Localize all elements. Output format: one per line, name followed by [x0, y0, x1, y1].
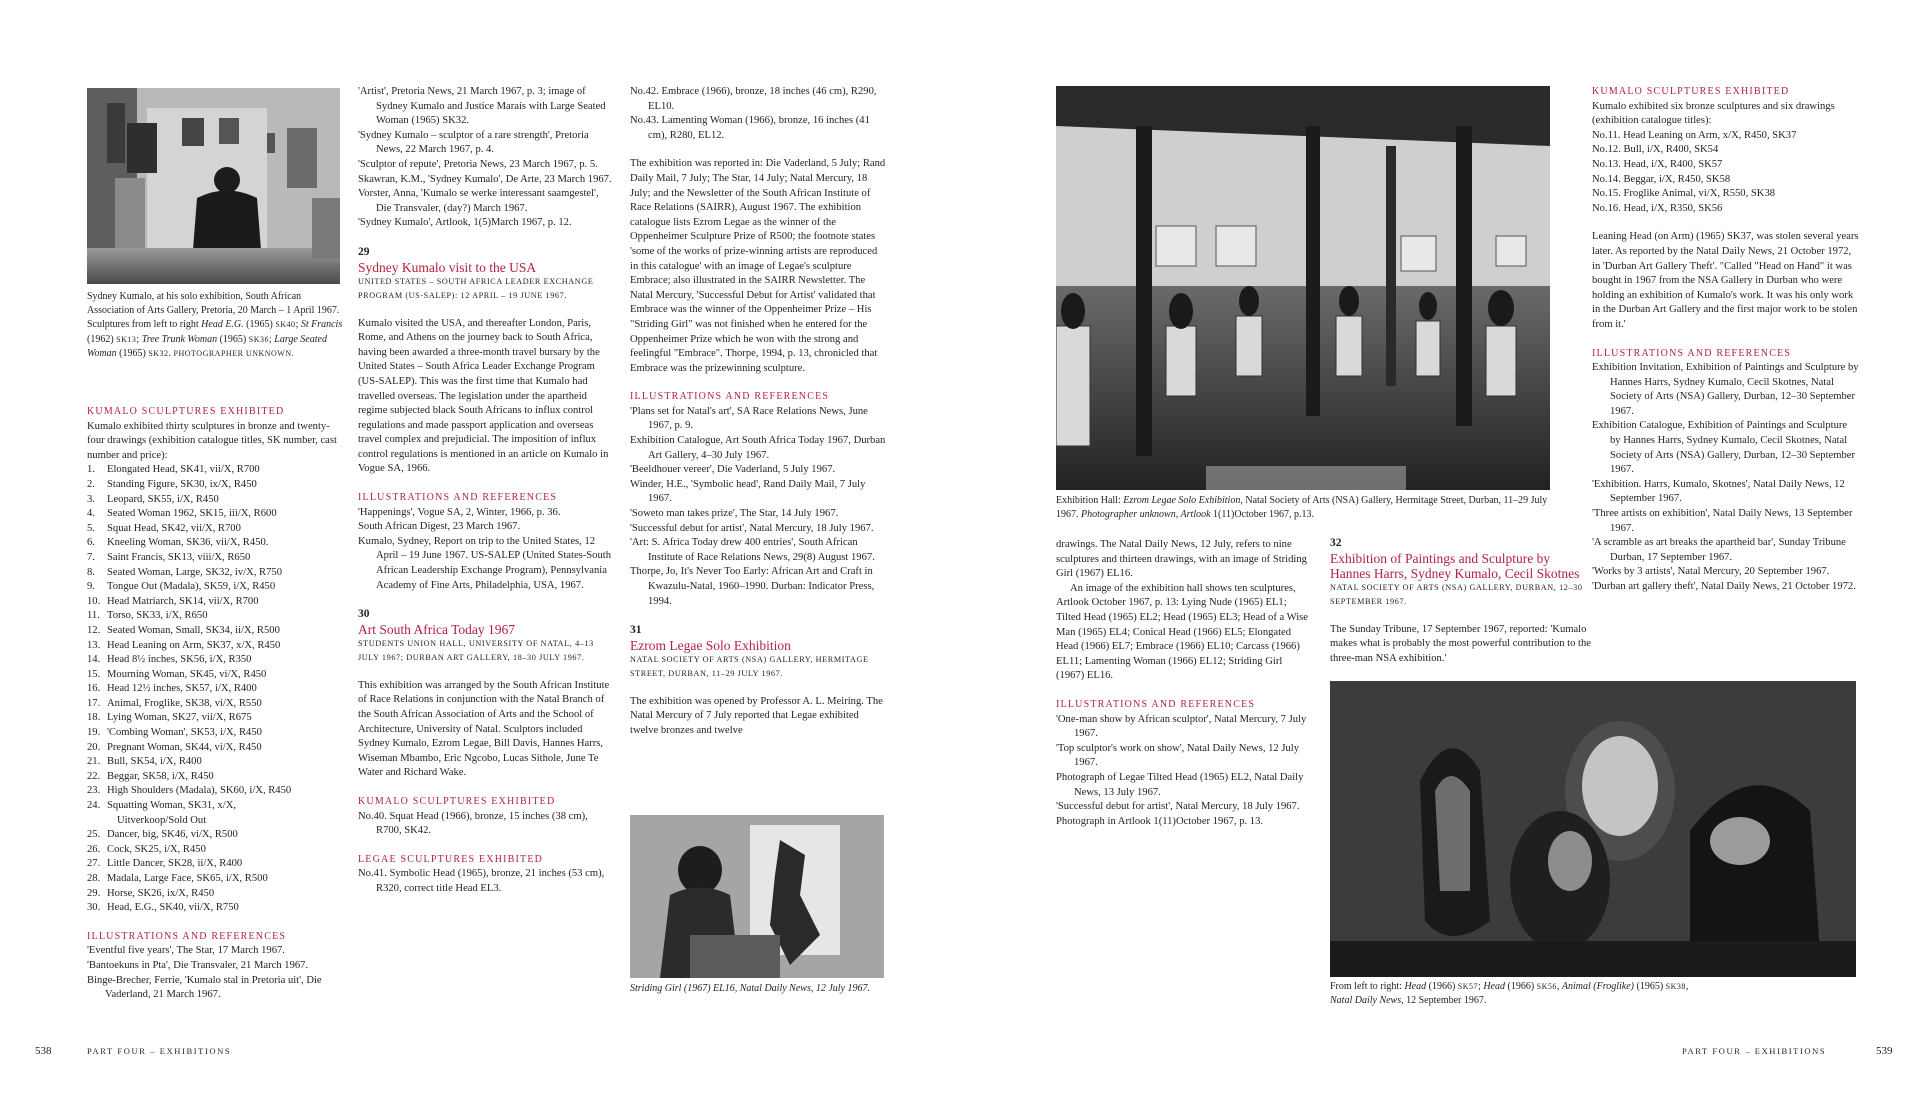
reference-item: 'Works by 3 artists', Natal Mercury, 20 September 1967.: [1592, 566, 1830, 578]
three-sculptures-caption: From left to right: Head (1966) SK57; Head (1966) SK56, Animal (Froglike) (1965) SK38, Natal Daily News, 12 September 1967.: [1330, 981, 1689, 1006]
exhibition-title: Exhibition of Paintings and Sculpture by Hannes Harrs, Sydney Kumalo, Cecil Skotnes: [1330, 550, 1580, 581]
list-text: 'Combing Woman', SK53, i/X, R450: [107, 727, 262, 739]
reference-item: 'One-man show by African sculptor', Natal Mercury, 7 July 1967.: [1056, 713, 1307, 740]
exhibition-venue: STUDENTS UNION HALL, UNIVERSITY OF NATAL, 4–13 JULY 1967; DURBAN ART GALLERY, 18–30 JULY 1967.: [358, 638, 594, 662]
list-item: [87, 857, 347, 872]
reference-item: 'Sydney Kumalo', Artlook, 1(5)March 1967, p. 12.: [358, 217, 572, 229]
section-heading: ILLUSTRATIONS AND REFERENCES: [358, 492, 558, 504]
list-text: High Shoulders (Madala), SK60, i/X, R450: [107, 785, 292, 797]
list-item: [87, 536, 347, 551]
reference-item: 'Artist', Pretoria News, 21 March 1967, p. 3; image of Sydney Kumalo and Justice Marais with Large Seated Woman (1965) SK32.: [358, 86, 606, 127]
list-number: 20.: [87, 741, 101, 753]
list-text: Squatting Woman, SK31, x/X,: [107, 800, 237, 812]
list-text: Bull, SK54, i/X, R400: [107, 756, 202, 768]
reference-item: 'Bantoekuns in Pta', Die Transvaler, 21 March 1967.: [87, 959, 309, 971]
reference-item: No.41. Symbolic Head (1965), bronze, 21 inches (53 cm), R320, correct title Head EL3.: [358, 868, 605, 894]
exhibition-number: 30: [358, 608, 370, 621]
reference-item: Photograph of Legae Tilted Head (1965) EL2, Natal Daily News, 13 July 1967.: [1056, 771, 1304, 798]
photo-three-sculptures: [1330, 681, 1856, 977]
list-text: Kneeling Woman, SK36, vii/X, R450.: [107, 537, 269, 549]
intro-text: Kumalo exhibited six bronze sculptures and six drawings (exhibition catalogue titles):: [1592, 100, 1835, 127]
list-text: Beggar, SK58, i/X, R450: [107, 770, 214, 782]
section-heading: LEGAE SCULPTURES EXHIBITED: [358, 853, 544, 865]
section-heading: KUMALO SCULPTURES EXHIBITED: [358, 795, 556, 807]
exhibition-venue: NATAL SOCIETY OF ARTS (NSA) GALLERY, DURBAN, 12–30 SEPTEMBER 1967.: [1330, 582, 1583, 606]
list-number: 11.: [87, 610, 100, 622]
exhibition-venue: UNITED STATES – SOUTH AFRICA LEADER EXCHANGE PROGRAM (US-SALEP): 12 APRIL – 19 JUNE 1967.: [358, 276, 594, 300]
left-column-1: [87, 405, 347, 1003]
list-text: Head Leaning on Arm, SK37, x/X, R450: [107, 639, 281, 651]
sculpture-list: [87, 463, 347, 915]
exhibition-hall-caption: Exhibition Hall: Ezrom Legae Solo Exhibition, Natal Society of Arts (NSA) Gallery, Hermitage Street, Durban, 11–29 July 1967. Photographer unknown, Artlook 1(11)October 1967, p.13.: [1056, 495, 1548, 520]
reference-item: 'Successful debut for artist', Natal Mercury, 18 July 1967.: [630, 522, 874, 534]
list-number: 6.: [87, 537, 95, 549]
reference-list: [630, 405, 888, 609]
list-text: Mourning Woman, SK45, vi/X, R450: [107, 668, 267, 680]
list-text: Seated Woman 1962, SK15, iii/X, R600: [107, 508, 277, 520]
list-number: 14.: [87, 654, 101, 666]
exhibition-number: 31: [630, 624, 642, 637]
list-number: 18.: [87, 712, 101, 724]
reference-item: 'Art: S. Africa Today drew 400 entries', South African Institute of Race Relations News, 29(8) August 1967.: [630, 537, 875, 563]
list-number: 27.: [87, 858, 101, 870]
list-text: Leopard, SK55, i/X, R450: [107, 493, 219, 505]
reference-item: 'Plans set for Natal's art', SA Race Relations News, June 1967, p. 9.: [630, 405, 868, 432]
theft-paragraph: Leaning Head (on Arm) (1965) SK37, was stolen several years later. As reported by the Natal Daily News, 21 October 1972, in 'Durban Art Gallery Theft'. "Called "Head on Hand" it was bought in 1967 from the NSA Gallery in Durban who were holding an exhibition of Kumalo's work. It was his only work in the Durban Art Gallery and the first major work to be stolen from it.': [1592, 231, 1859, 330]
list-text: Squat Head, SK42, vii/X, R700: [107, 522, 241, 534]
reference-item: Photograph in Artlook 1(11)October 1967, p. 13.: [1056, 815, 1264, 827]
list-number: 22.: [87, 770, 101, 782]
list-item: [87, 755, 347, 770]
list-item: [87, 784, 347, 799]
right-column-1: [1056, 538, 1311, 829]
reference-item: No.12. Bull, i/X, R400, SK54: [1592, 144, 1719, 156]
list-number: 28.: [87, 873, 101, 884]
running-head: PART FOUR – EXHIBITIONS: [1682, 1046, 1827, 1056]
reference-item: Thorpe, Jo, It's Never Too Early: African Art and Craft in Kwazulu-Natal, 1960–1990. Durban: Indicator Press, 1994.: [630, 566, 875, 607]
list-number: 10.: [87, 595, 101, 607]
exhibition-title: Sydney Kumalo visit to the USA: [358, 259, 537, 275]
left-column-2: [358, 85, 613, 897]
list-text: Head, E.G., SK40, vii/X, R750: [107, 902, 239, 914]
list-text: Saint Francis, SK13, viii/X, R650: [107, 551, 251, 563]
photo-striding-girl: [630, 815, 884, 978]
list-item: [87, 463, 347, 478]
exhibition-body: The Sunday Tribune, 17 September 1967, reported: 'Kumalo makes what is probably the most powerful contribution to the three-man NSA exhibition.': [1330, 623, 1591, 664]
list-number: 7.: [87, 551, 95, 563]
reference-item: South African Digest, 23 March 1967.: [358, 521, 521, 533]
reference-item: Binge-Brecher, Ferrie, 'Kumalo stal in Pretoria uit', Die Vaderland, 21 March 1967.: [87, 974, 322, 1001]
exhibition-body: Kumalo visited the USA, and thereafter London, Paris, Rome, and Athens on the journey back to South Africa, having been awarded a three-month travel bursary by the United States – South Africa Leader Exchange Program (US-SALEP). This was the first time that Kumalo had travelled overseas. The legislation under the apartheid regime subjected black South Africans to influx control regulations and made passport application and overseas travel complex and prejudicial. The imposition of influx control regulations is mentioned in an article on Kumalo in Vogue SA, 1966.: [358, 317, 609, 475]
list-item: [87, 872, 347, 887]
section-heading: ILLUSTRATIONS AND REFERENCES: [630, 391, 830, 403]
list-number: 24.: [87, 800, 101, 812]
list-text: Animal, Froglike, SK38, vi/X, R550: [107, 697, 262, 709]
reference-item: 'Sculptor of repute', Pretoria News, 23 March 1967, p. 5.: [358, 158, 598, 170]
reference-item: No.13. Head, i/X, R400, SK57: [1592, 158, 1723, 170]
photo-exhibition-hall: [1056, 86, 1550, 490]
exhibition-body: The exhibition was opened by Professor A. L. Meiring. The Natal Mercury of 7 July reported that Legae exhibited twelve bronzes and twelve: [630, 695, 883, 736]
list-item: [87, 595, 347, 610]
list-item: [87, 711, 347, 726]
list-number: 21.: [87, 756, 101, 768]
reference-item: 'Top sculptor's work on show', Natal Daily News, 12 July 1967.: [1056, 742, 1300, 769]
list-number: 12.: [87, 624, 101, 636]
list-item: [87, 697, 347, 712]
list-item: [87, 551, 347, 566]
list-text: Torso, SK33, i/X, R650: [107, 610, 208, 622]
list-item: [87, 478, 347, 493]
list-text: Standing Figure, SK30, ix/X, R450: [107, 478, 257, 490]
list-number: 13.: [87, 639, 101, 651]
list-item: [87, 624, 347, 639]
reference-item: 'A scramble as art breaks the apartheid bar', Sunday Tribune Durban, 17 September 1967.: [1592, 537, 1846, 563]
list-number: 1.: [87, 464, 95, 476]
left-column-3: [630, 85, 888, 739]
list-text: Tongue Out (Madala), SK59, i/X, R450: [107, 581, 276, 593]
list-number: 16.: [87, 683, 101, 695]
list-text: Elongated Head, SK41, vii/X, R700: [107, 464, 260, 476]
list-text: Dancer, big, SK46, vi/X, R500: [107, 829, 238, 841]
exhibition-number: 32: [1330, 537, 1342, 549]
reference-item: No.15. Froglike Animal, vi/X, R550, SK38: [1592, 188, 1776, 200]
list-text: Head Matriarch, SK14, vii/X, R700: [107, 595, 259, 607]
exhibition-title: Ezrom Legae Solo Exhibition: [630, 637, 791, 653]
list-text: Head 12½ inches, SK57, i/X, R400: [107, 683, 257, 695]
list-number: 29.: [87, 887, 101, 899]
list-item: [87, 493, 347, 508]
photo-kumalo-exhibition: [87, 88, 340, 284]
reference-item: Skawran, K.M., 'Sydney Kumalo', De Arte, 23 March 1967.: [358, 173, 612, 185]
exhibition-number: 29: [358, 245, 370, 258]
reference-item: 'Successful debut for artist', Natal Mercury, 18 July 1967.: [1056, 801, 1300, 813]
list-item: [87, 653, 347, 668]
list-text: Seated Woman, Small, SK34, ii/X, R500: [107, 624, 280, 636]
sculpture-list: [1592, 129, 1860, 217]
reference-item: Exhibition Catalogue, Art South Africa Today 1967, Durban Art Gallery, 4–30 July 1967.: [630, 435, 886, 461]
list-text: Lying Woman, SK27, vii/X, R675: [107, 712, 252, 724]
exhibition-body: This exhibition was arranged by the South African Institute of Race Relations in conjunction with the Natal Branch of the South African Association of Arts and the School of Architecture, University of Natal. Sculptors included Sydney Kumalo, Ezrom Legae, Bill Davis, Hannes Harrs, Wiseman Mbambo, Eric Ngcobo, Lucas Sithole, June Te Water and Richard Wake.: [358, 679, 610, 779]
list-item: [87, 901, 347, 916]
section-heading: KUMALO SCULPTURES EXHIBITED: [87, 406, 285, 417]
list-text: Cock, SK25, i/X, R450: [107, 843, 206, 855]
exhibition-report: The exhibition was reported in: Die Vaderland, 5 July; Rand Daily Mail, 7 July; The Star, 14 July; Natal Mercury, 18 July; and the Newsletter of the South African Institute of Race Relations (SAIRR), August 1967. The exhibition catalogue lists Ezrom Legae as the winner of the Oppenheimer Sculpture Prize of R500; the footnote states 'some of the works of prize-winning artists are reproduced in this catalogue' with an image of Legae's sculpture Embrace; also illustrated in the SAIRR Newsletter. The Natal Mercury, 'Successful Debut for Artist' validated that Embrace was the winner of the Oppenheimer Prize – His "Striding Girl" was not finished when he entered for the Oppenheimer Prize which he won with the strong and feelingful "Embrace". Thorpe, 1994, p. 13, chronicled that Embrace was the prizewinning sculpture.: [630, 158, 886, 374]
list-number: 30.: [87, 902, 101, 914]
section-heading: ILLUSTRATIONS AND REFERENCES: [1592, 347, 1792, 359]
reference-list: [358, 85, 613, 231]
section-heading: ILLUSTRATIONS AND REFERENCES: [87, 930, 287, 942]
list-item: [87, 507, 347, 522]
list-number: 8.: [87, 566, 95, 578]
reference-list: [1056, 713, 1311, 830]
striding-girl-caption: Striding Girl (1967) EL16, Natal Daily News, 12 July 1967.: [630, 983, 870, 994]
reference-item: 'Three artists on exhibition', Natal Daily News, 13 September 1967.: [1592, 508, 1853, 534]
list-text: Madala, Large Face, SK65, i/X, R500: [107, 873, 268, 884]
list-item: [87, 814, 347, 829]
list-number: 25.: [87, 829, 101, 841]
exhibition-body: An image of the exhibition hall shows ten sculptures, Artlook October 1967, p. 13: Lying Nude (1965) EL1; Tilted Head (1965) EL2; Head (1965) EL3; Head of a Wise Man (1965) EL4; Conical Head (1966) EL5; Elongated Head (1966) EL7; Embrace (1966) EL10; Carcass (1966) EL11; Lamenting Woman (1966) EL12; Striding Girl (1967) EL16.: [1056, 582, 1308, 682]
reference-item: 'Exhibition. Harrs, Kumalo, Skotnes', Natal Daily News, 12 September 1967.: [1592, 478, 1845, 505]
list-text: Horse, SK26, ix/X, R450: [107, 887, 215, 899]
list-text: Uitverkoop/Sold Out: [117, 814, 207, 826]
reference-item: Exhibition Invitation, Exhibition of Paintings and Sculpture by Hannes Harrs, Sydney Kumalo, Cecil Skotnes, Natal Society of Arts (NSA) Gallery, Durban, 12–30 September 1967.: [1592, 362, 1859, 417]
exhibition-venue: NATAL SOCIETY OF ARTS (NSA) GALLERY, HERMITAGE STREET, DURBAN, 11–29 JULY 1967.: [630, 654, 869, 678]
intro-text: Kumalo exhibited thirty sculptures in bronze and twenty-four drawings (exhibition catalogue titles, SK number, cast number and price):: [87, 420, 337, 461]
list-number: 4.: [87, 508, 95, 520]
reference-item: 'Beeldhouer vereer', Die Vaderland, 5 July 1967.: [630, 464, 836, 476]
list-number: 23.: [87, 785, 101, 797]
list-item: [87, 668, 347, 683]
reference-item: No.14. Beggar, i/X, R450, SK58: [1592, 173, 1731, 185]
reference-item: Winder, H.E., 'Symbolic head', Rand Daily Mail, 7 July 1967.: [630, 478, 866, 505]
list-number: 26.: [87, 843, 101, 855]
list-number: 5.: [87, 522, 95, 534]
list-number: 19.: [87, 727, 101, 739]
reference-item: Exhibition Catalogue, Exhibition of Paintings and Sculpture by Hannes Harrs, Sydney Kumalo, Cecil Skotnes, Natal Society of Arts (NSA) Gallery, Durban, 12–30 September 1967.: [1592, 420, 1855, 476]
reference-list: [1592, 361, 1860, 595]
reference-item: 'Happenings', Vogue SA, 2, Winter, 1966, p. 36.: [358, 506, 561, 518]
list-item: [87, 828, 347, 843]
list-item: [87, 887, 347, 902]
exhibition-body: drawings. The Natal Daily News, 12 July, refers to nine sculptures and thirteen drawings, with an image of Striding Girl (1967) EL16.: [1056, 539, 1307, 580]
list-item: [87, 609, 347, 624]
list-item: [87, 580, 347, 595]
list-item: [87, 741, 347, 756]
exhibition-title: Art South Africa Today 1967: [358, 621, 516, 637]
list-number: 9.: [87, 581, 95, 593]
right-column-2: [1330, 536, 1592, 666]
sculpture-list: [358, 867, 613, 896]
kumalo-photo-caption: Sydney Kumalo, at his solo exhibition, South African Association of Arts Gallery, Pretoria, 20 March – 1 April 1967. Sculptures from left to right Head E.G. (1965) SK40; St Francis (1962) SK13; Tree Trunk Woman (1965) SK36; Large Seated Woman (1965) SK32. PHOTOGRAPHER UNKNOWN.: [87, 291, 343, 359]
reference-item: 'Soweto man takes prize', The Star, 14 July 1967.: [630, 508, 839, 520]
sculpture-list: [358, 810, 613, 839]
reference-item: No.43. Lamenting Woman (1966), bronze, 16 inches (41 cm), R280, EL12.: [630, 115, 870, 141]
running-head: PART FOUR – EXHIBITIONS: [87, 1046, 232, 1056]
list-item: [87, 799, 347, 814]
list-number: 17.: [87, 697, 101, 709]
list-text: Seated Woman, Large, SK32, iv/X, R750: [107, 566, 283, 578]
reference-item: No.11. Head Leaning on Arm, x/X, R450, SK37: [1592, 129, 1797, 141]
list-item: [87, 726, 347, 741]
list-text: Head 8½ inches, SK56, i/X, R350: [107, 654, 252, 666]
reference-item: 'Durban art gallery theft', Natal Daily News, 21 October 1972.: [1592, 581, 1856, 592]
list-number: 15.: [87, 668, 101, 680]
reference-item: 'Eventful five years', The Star, 17 March 1967.: [87, 945, 285, 957]
section-heading: KUMALO SCULPTURES EXHIBITED: [1592, 86, 1790, 97]
reference-list: [87, 944, 347, 1002]
list-number: 3.: [87, 493, 95, 505]
list-item: [87, 639, 347, 654]
list-text: Little Dancer, SK28, ii/X, R400: [107, 858, 243, 870]
reference-item: 'Sydney Kumalo – sculptor of a rare strength', Pretoria News, 22 March 1967, p. 4.: [358, 129, 589, 156]
page-number: 539: [1876, 1045, 1893, 1057]
sculpture-list: [630, 85, 888, 143]
reference-list: [358, 506, 613, 594]
list-item: [87, 843, 347, 858]
reference-item: No.42. Embrace (1966), bronze, 18 inches (46 cm), R290, EL10.: [630, 86, 877, 112]
reference-item: Kumalo, Sydney, Report on trip to the United States, 12 April – 19 June 1967. US-SALEP (United States-South African Leadership Exchange Program), Pennsylvania Academy of Fine Arts, Philadelphia, USA, 1967.: [358, 535, 612, 591]
page-number: 538: [35, 1045, 52, 1057]
list-item: [87, 522, 347, 537]
list-item: [87, 566, 347, 581]
list-item: [87, 770, 347, 785]
section-heading: ILLUSTRATIONS AND REFERENCES: [1056, 698, 1256, 710]
right-column-3: [1592, 85, 1860, 595]
reference-item: No.16. Head, i/X, R350, SK56: [1592, 202, 1723, 214]
list-text: Pregnant Woman, SK44, vi/X, R450: [107, 741, 262, 753]
reference-item: Vorster, Anna, 'Kumalo se werke interessant saamgestel', Die Transvaler, (day?) March 1967.: [358, 188, 599, 214]
list-item: [87, 682, 347, 697]
reference-item: No.40. Squat Head (1966), bronze, 15 inches (38 cm), R700, SK42.: [358, 810, 588, 837]
list-number: 2.: [87, 478, 95, 490]
